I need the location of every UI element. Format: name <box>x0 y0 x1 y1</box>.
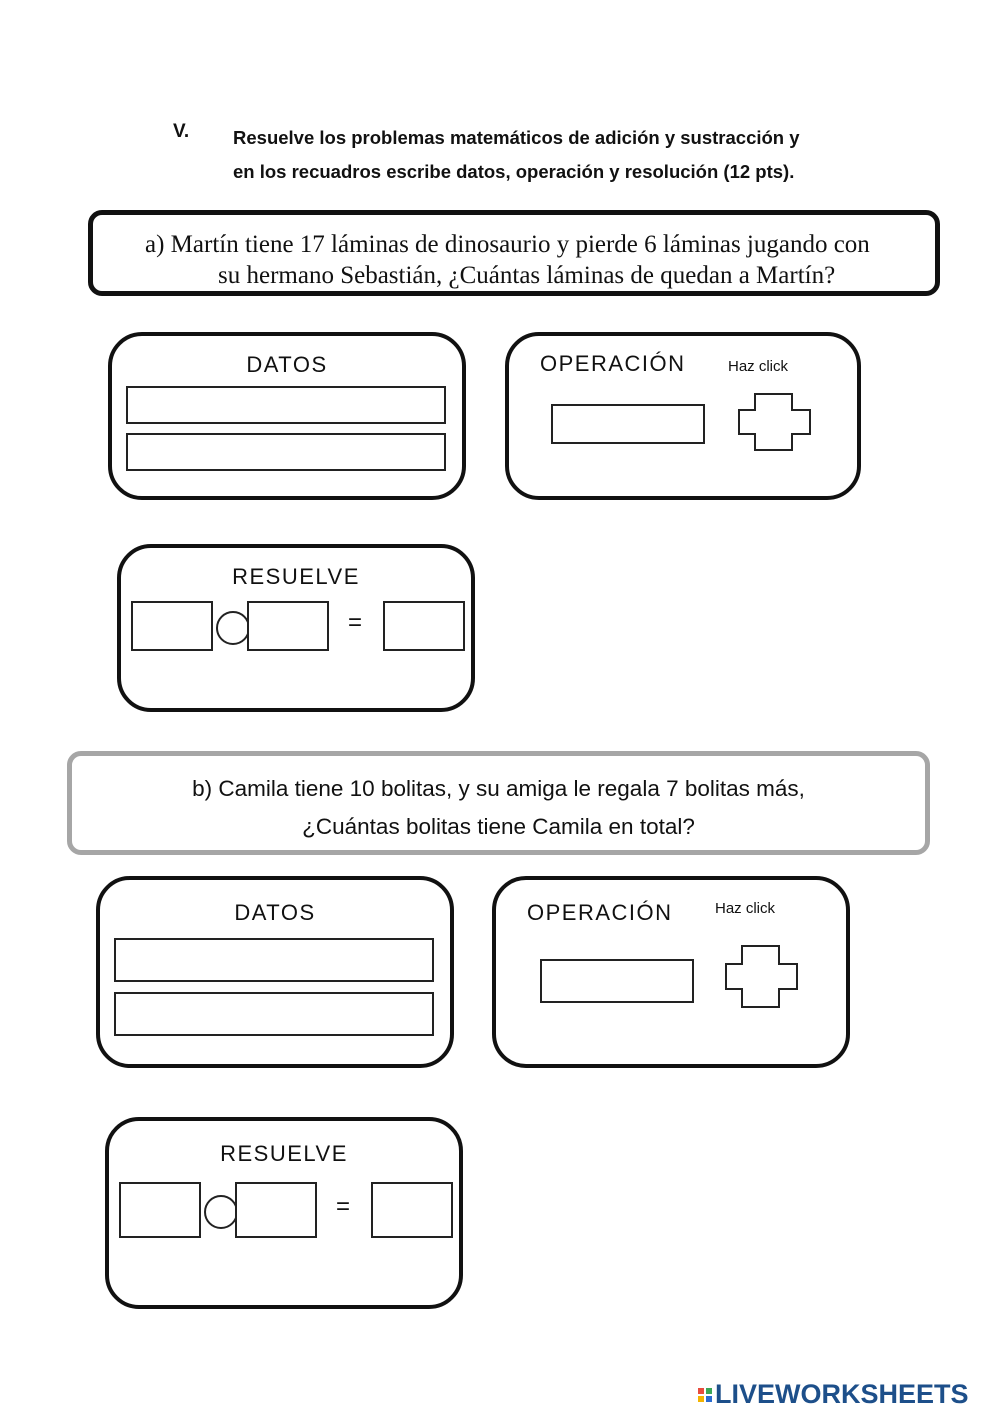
problem-a-resuelve-card <box>117 544 475 712</box>
problem-a-resuelve-result[interactable] <box>383 601 465 651</box>
problem-b-hint: Haz click <box>715 900 776 917</box>
problem-a-line-1: Martín tiene 17 láminas de dinosaurio y pierde 6 láminas jugando con <box>170 231 870 258</box>
problem-b-datos-title: DATOS <box>234 900 316 925</box>
problem-b-resuelve-operand-1[interactable] <box>119 1182 201 1238</box>
logo-square-yellow <box>698 1396 704 1402</box>
problem-a-operator-cross-icon[interactable] <box>735 392 815 454</box>
problem-a-datos-title: DATOS <box>246 352 328 377</box>
logo-square-green <box>706 1388 712 1394</box>
instruction-text <box>233 121 873 189</box>
liveworksheets-logo-mark-icon <box>698 1388 712 1402</box>
problem-b-resuelve-result[interactable] <box>371 1182 453 1238</box>
problem-b-operacion-title: OPERACIÓN <box>527 900 673 925</box>
problem-a-datos-card <box>108 332 466 500</box>
problem-b-operacion-card <box>492 876 850 1068</box>
problem-a-resuelve-operand-1[interactable] <box>131 601 213 651</box>
logo-square-red <box>698 1388 704 1394</box>
problem-b-line-1: b) Camila tiene 10 bolitas, y su amiga le regala 7 bolitas más, <box>192 776 805 801</box>
liveworksheets-logo-text: LIVEWORKSHEETS <box>715 1379 969 1409</box>
problem-a-datos-input-2[interactable] <box>126 433 446 471</box>
problem-a-equals-sign: = <box>348 609 363 636</box>
problem-b-resuelve-operator[interactable] <box>204 1195 238 1229</box>
problem-b-datos-input-1[interactable] <box>114 938 434 982</box>
problem-a-line-2: su hermano Sebastián, ¿Cuántas láminas de quedan a Martín? <box>218 262 836 289</box>
problem-a-resuelve-operator[interactable] <box>216 611 250 645</box>
problem-b-resuelve-title: RESUELVE <box>220 1141 348 1166</box>
problem-a-statement <box>88 210 940 296</box>
problem-b-resuelve-card <box>105 1117 463 1309</box>
logo-square-blue <box>706 1396 712 1402</box>
problem-b-equals-sign: = <box>336 1193 351 1220</box>
problem-a-resuelve-title: RESUELVE <box>232 564 360 589</box>
problem-a-hint: Haz click <box>728 358 789 375</box>
problem-b-datos-input-2[interactable] <box>114 992 434 1036</box>
problem-a-text <box>145 229 923 291</box>
problem-b-statement <box>67 751 930 855</box>
problem-a-resuelve-operand-2[interactable] <box>247 601 329 651</box>
problem-b-datos-card <box>96 876 454 1068</box>
problem-a-operacion-title: OPERACIÓN <box>540 351 686 376</box>
problem-a-datos-input-1[interactable] <box>126 386 446 424</box>
problem-a-operacion-input[interactable] <box>551 404 705 444</box>
problem-a-operacion-card <box>505 332 861 500</box>
instruction-line-1: Resuelve los problemas matemáticos de adición y sustracción y <box>233 127 800 148</box>
problem-b-line-2: ¿Cuántas bolitas tiene Camila en total? <box>302 814 695 839</box>
problem-b-resuelve-operand-2[interactable] <box>235 1182 317 1238</box>
liveworksheets-logo <box>698 1379 969 1410</box>
instruction-number: V. <box>173 121 190 142</box>
instruction-line-2: en los recuadros escribe datos, operación y resolución (12 pts). <box>233 161 795 182</box>
problem-b-operator-cross-icon[interactable] <box>722 944 802 1010</box>
problem-a-label: a) <box>145 231 165 258</box>
problem-b-text <box>72 770 925 846</box>
problem-b-operacion-input[interactable] <box>540 959 694 1003</box>
